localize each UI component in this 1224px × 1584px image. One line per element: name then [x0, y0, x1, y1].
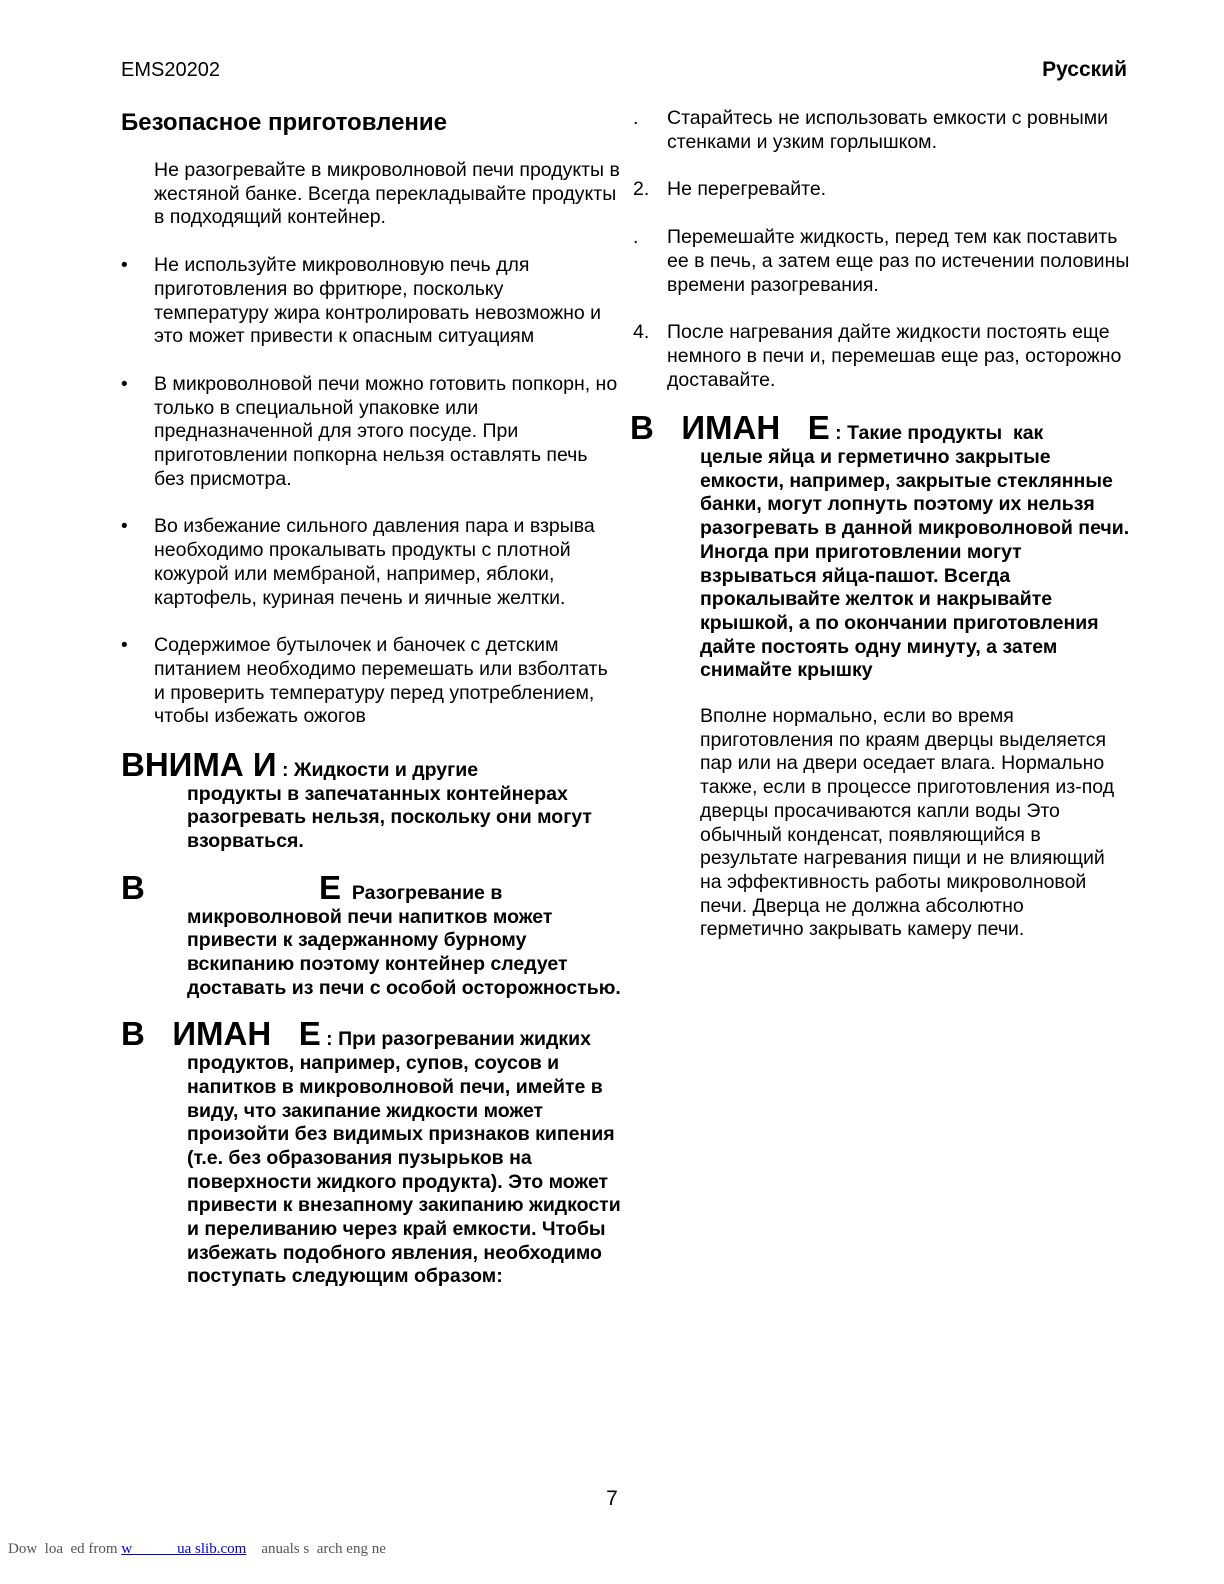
warning-lead: : При разогревании жидких — [320, 1028, 591, 1051]
warning-label: В Е — [121, 868, 342, 906]
warning-block — [630, 409, 1130, 683]
bullet-text: Во избежание сильного давления пара и взрыва необходимо прокалывать продукты с плотной кожурой или мембраной, например, яблоки, картофель, куриная печень и яичные желтки. — [154, 515, 595, 609]
right-column — [630, 107, 1130, 942]
section-title: Безопасное приготовление — [121, 109, 448, 136]
footer-prefix: Dow loa ed from — [8, 1541, 122, 1557]
warning-block — [121, 746, 621, 854]
header-language: Русский — [1042, 58, 1127, 81]
list-text: Старайтесь не использовать емкости с ровными стенками и узким горлышком. — [667, 107, 1109, 153]
warning-lead: : Такие продукты как — [829, 422, 1044, 445]
list-text: После нагревания дайте жидкости постоять еще немного в печи и, перемешав еще раз, осторожно доставайте. — [667, 321, 1122, 391]
list-text: Перемешайте жидкость, перед тем как поставить ее в печь, а затем еще раз по истечении половины времени разогревания. — [667, 226, 1130, 296]
warning-first-line — [630, 409, 1130, 447]
list-item — [630, 178, 1130, 202]
warning-lead: : Жидкости и другие — [276, 759, 479, 782]
bullet-icon: • — [121, 255, 128, 277]
footer-suffix: anuals s arch eng ne — [246, 1541, 386, 1557]
list-item — [121, 515, 621, 610]
bullet-icon: • — [121, 635, 128, 657]
left-column — [121, 109, 621, 1311]
header-model: EMS20202 — [121, 59, 220, 81]
list-item — [630, 226, 1130, 297]
list-number: . — [633, 107, 639, 129]
list-number: . — [633, 226, 639, 249]
warning-first-line — [121, 1015, 621, 1053]
list-number: 2. — [633, 178, 650, 201]
warning-first-line — [121, 868, 621, 906]
list-item — [630, 107, 1130, 154]
bullet-icon: • — [121, 516, 128, 538]
list-item — [121, 254, 621, 349]
list-item — [630, 321, 1130, 392]
footer-link[interactable]: w ua slib.com — [121, 1541, 247, 1557]
warning-text: продукты в запечатанных контейнерах разогревать нельзя, поскольку они могут взорваться. — [187, 782, 592, 853]
list-text: Не перегревайте. — [667, 178, 827, 201]
warning-block — [121, 868, 621, 1001]
bullet-text: Не используйте микроволновую печь для приготовления во фритюре, поскольку температуру жира контролировать невозможно и это может привести к опасным ситуациям — [154, 254, 602, 348]
list-item — [121, 634, 621, 729]
warning-lead: Разогревание в — [341, 881, 503, 904]
warning-label: В ИМАН Е — [630, 409, 830, 447]
intro-paragraph: Не разогревайте в микроволновой печи продукты в жестяной банке. Всегда перекладывайте продукты в подходящий контейнер. — [154, 159, 620, 229]
warning-label: В ИМАН Е — [121, 1015, 321, 1053]
warning-text: микроволновой печи напитков может привести к задержанному бурному вскипанию поэтому контейнер следует доставать из печи с особой осторожностью. — [187, 905, 621, 999]
list-item — [121, 373, 621, 492]
bullet-text: Содержимое бутылочек и баночек с детским питанием необходимо перемешать или взболтать и проверить температуру перед употреблением, чтобы избежать ожогов — [154, 634, 608, 728]
page-number: 7 — [606, 1487, 618, 1510]
warning-first-line — [121, 746, 621, 784]
warning-text: продуктов, например, супов, соусов и напитков в микроволновой печи, имейте в виду, что закипание жидкости может произойти без видимых признаков кипения (т.е. без образования пузырьков на поверхности жидкого продукта). Это может привести к внезапному закипанию жидкости и переливанию через край емкости. Чтобы избежать подобного явления, необходимо поступать следующим образом: — [187, 1052, 621, 1288]
bullet-text: В микроволновой печи можно готовить попкорн, но только в специальной упаковке или предназначенной для этого посуде. При приготовлении попкорна нельзя оставлять печь без присмотра. — [154, 372, 618, 490]
bullet-icon: • — [121, 373, 128, 395]
list-number: 4. — [633, 321, 650, 344]
download-footer — [8, 1541, 386, 1558]
warning-label: ВНИМА И — [121, 746, 277, 784]
note-paragraph: Вполне нормально, если во время приготовления по краям дверцы выделяется пар или на двери оседает влага. Нормально также, если в процессе приготовления из-под дверцы просачиваются капли воды Это обычный конденсат, появляющийся в результате нагревания пищи и не влияющий на эффективность работы микроволновой печи. Дверца не должна абсолютно герметично закрывать камеру печи. — [700, 705, 1115, 941]
warning-block — [121, 1015, 621, 1289]
warning-text: целые яйца и герметично закрытые емкости, например, закрытые стеклянные банки, могут лопнуть поэтому их нельзя разогревать в данной микроволновой печи. Иногда при приготовлении могут взрываться яйца-пашот. Всегда прокалывайте желток и накрывайте крышкой, а по окончании приготовления дайте постоять одну минуту, а затем снимайте крышку — [700, 446, 1130, 682]
